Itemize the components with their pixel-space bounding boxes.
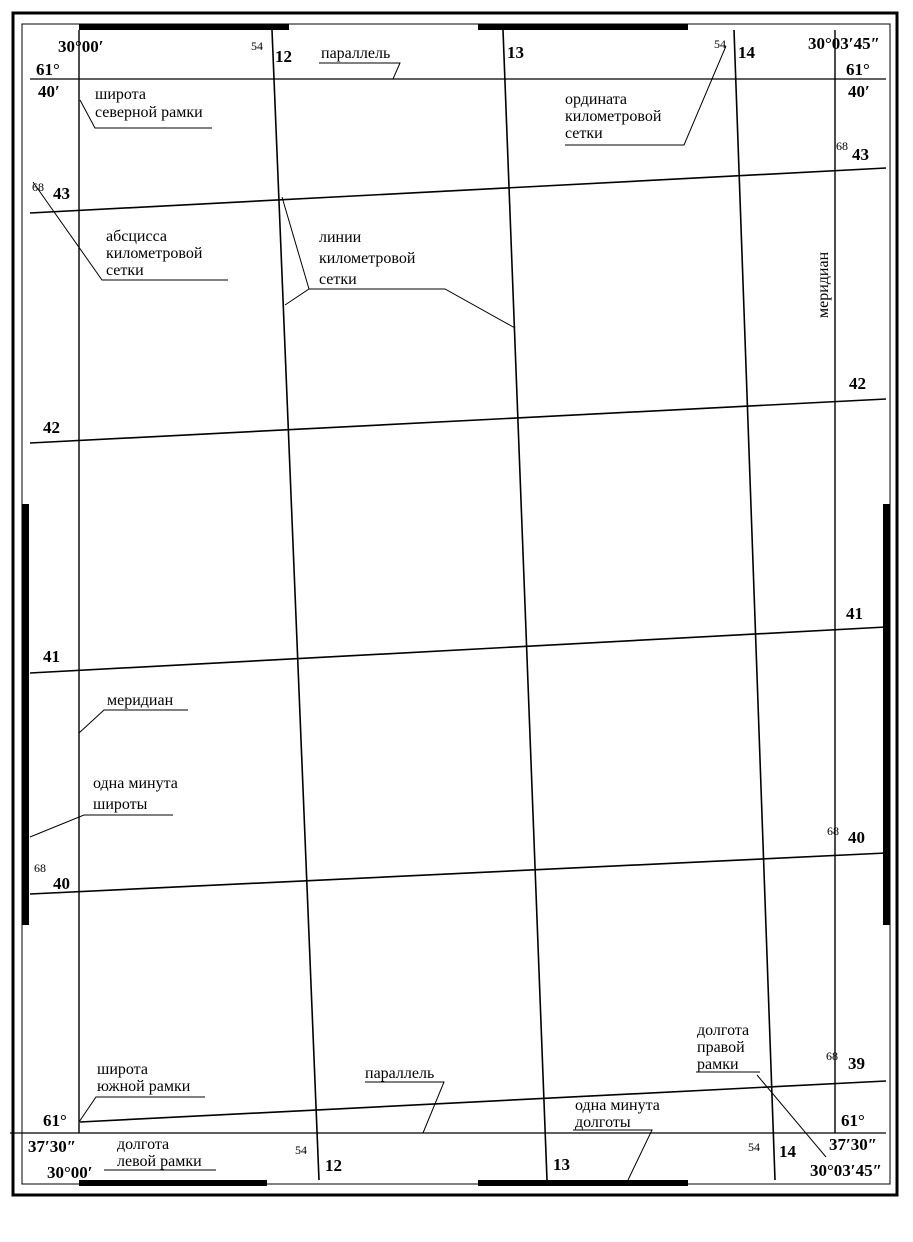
grid-label-right-39: 39 (848, 1054, 865, 1073)
label-abscissa-2: километровой (106, 245, 203, 262)
grid-line-horizontal-41 (30, 627, 886, 673)
grid-prefix-y-right-39: 68 (826, 1049, 838, 1063)
label-one-min-lat-2: широты (93, 796, 148, 813)
grid-label-right-43: 43 (852, 145, 869, 164)
grid-label-top-12: 12 (275, 47, 292, 66)
label-meridian-left: меридиан (107, 692, 174, 709)
bottom-right-lat-degrees: 61° (841, 1111, 865, 1130)
grid-label-left-41: 41 (43, 647, 60, 666)
bottom-left-longitude: 30°00′ (47, 1163, 93, 1182)
minute-scale-bars (22, 24, 890, 1186)
grid-prefix-y-right-43: 68 (836, 139, 848, 153)
grid-line-vertical-13 (503, 30, 547, 1180)
grid-prefix-y-left-43: 68 (32, 180, 44, 194)
annotations (93, 45, 832, 1170)
label-north-frame-lat-1: широта (95, 86, 146, 103)
grid-line-horizontal-40 (30, 853, 886, 894)
label-ordinate-2: километровой (565, 108, 662, 125)
grid-line-horizontal-39 (80, 1081, 886, 1122)
label-one-min-lat-1: одна минута (93, 775, 178, 792)
bottom-right-longitude: 30°03′45″ (810, 1161, 882, 1180)
label-south-frame-lat-1: широта (97, 1061, 148, 1078)
grid-prefix-x-bottom-14: 54 (748, 1140, 760, 1154)
label-right-frame-lon-1: долгота (697, 1022, 750, 1039)
label-parallel-top: параллель (321, 45, 391, 62)
grid-label-right-41: 41 (846, 604, 863, 623)
grid-label-left-42: 42 (43, 418, 60, 437)
label-ordinate-1: ордината (565, 91, 628, 108)
top-left-lat-degrees: 61° (36, 60, 60, 79)
grid-prefix-x-top-14: 54 (714, 37, 726, 51)
bottom-left-lat-degrees: 61° (43, 1111, 67, 1130)
grid-label-right-42: 42 (849, 374, 866, 393)
label-one-min-lon-2: долготы (575, 1114, 631, 1131)
grid-prefix-y-left-40: 68 (34, 861, 46, 875)
km-grid-horizontal (30, 168, 886, 1122)
label-south-frame-lat-2: южной рамки (97, 1078, 191, 1095)
label-grid-lines-3: сетки (319, 271, 357, 288)
top-right-lat-minutes: 40′ (848, 82, 870, 101)
grid-label-right-40: 40 (848, 828, 865, 847)
label-right-frame-lon-2: правой (697, 1039, 745, 1056)
label-north-frame-lat-2: северной рамки (95, 104, 203, 121)
grid-line-vertical-14 (734, 30, 775, 1180)
label-grid-lines-2: километровой (319, 250, 416, 267)
label-parallel-bottom: параллель (365, 1065, 435, 1082)
top-right-lat-degrees: 61° (846, 60, 870, 79)
grid-labels (32, 37, 869, 1175)
grid-label-top-13: 13 (507, 43, 524, 62)
bottom-right-lat-minutes: 37′30″ (829, 1135, 878, 1154)
label-abscissa-3: сетки (106, 262, 144, 279)
label-grid-lines-1: линии (319, 229, 362, 246)
grid-label-top-14: 14 (738, 43, 755, 62)
label-meridian-right: меридиан (815, 251, 832, 318)
label-left-frame-lon-1: долгота (117, 1136, 170, 1153)
km-grid-vertical (272, 30, 775, 1180)
grid-prefix-x-top-12: 54 (251, 39, 263, 53)
top-left-longitude: 30°00′ (58, 37, 104, 56)
grid-label-bottom-14: 14 (779, 1142, 796, 1161)
label-one-min-lon-1: одна минута (575, 1097, 660, 1114)
label-right-frame-lon-3: рамки (697, 1056, 739, 1073)
grid-line-horizontal-43 (30, 168, 886, 213)
grid-label-bottom-13: 13 (553, 1155, 570, 1174)
leader-lines (30, 46, 826, 1180)
grid-line-vertical-12 (272, 30, 319, 1180)
top-left-lat-minutes: 40′ (38, 82, 60, 101)
label-abscissa-1: абсцисса (106, 228, 167, 245)
grid-label-bottom-12: 12 (325, 1156, 342, 1175)
top-right-longitude: 30°03′45″ (808, 34, 880, 53)
label-left-frame-lon-2: левой рамки (117, 1153, 202, 1170)
grid-prefix-y-right-40: 68 (827, 824, 839, 838)
grid-line-horizontal-42 (30, 399, 886, 443)
grid-label-left-43: 43 (53, 184, 70, 203)
bottom-left-lat-minutes: 37′30″ (28, 1137, 77, 1156)
label-ordinate-3: сетки (565, 125, 603, 142)
grid-prefix-x-bottom-12: 54 (295, 1143, 307, 1157)
grid-label-left-40: 40 (53, 874, 70, 893)
